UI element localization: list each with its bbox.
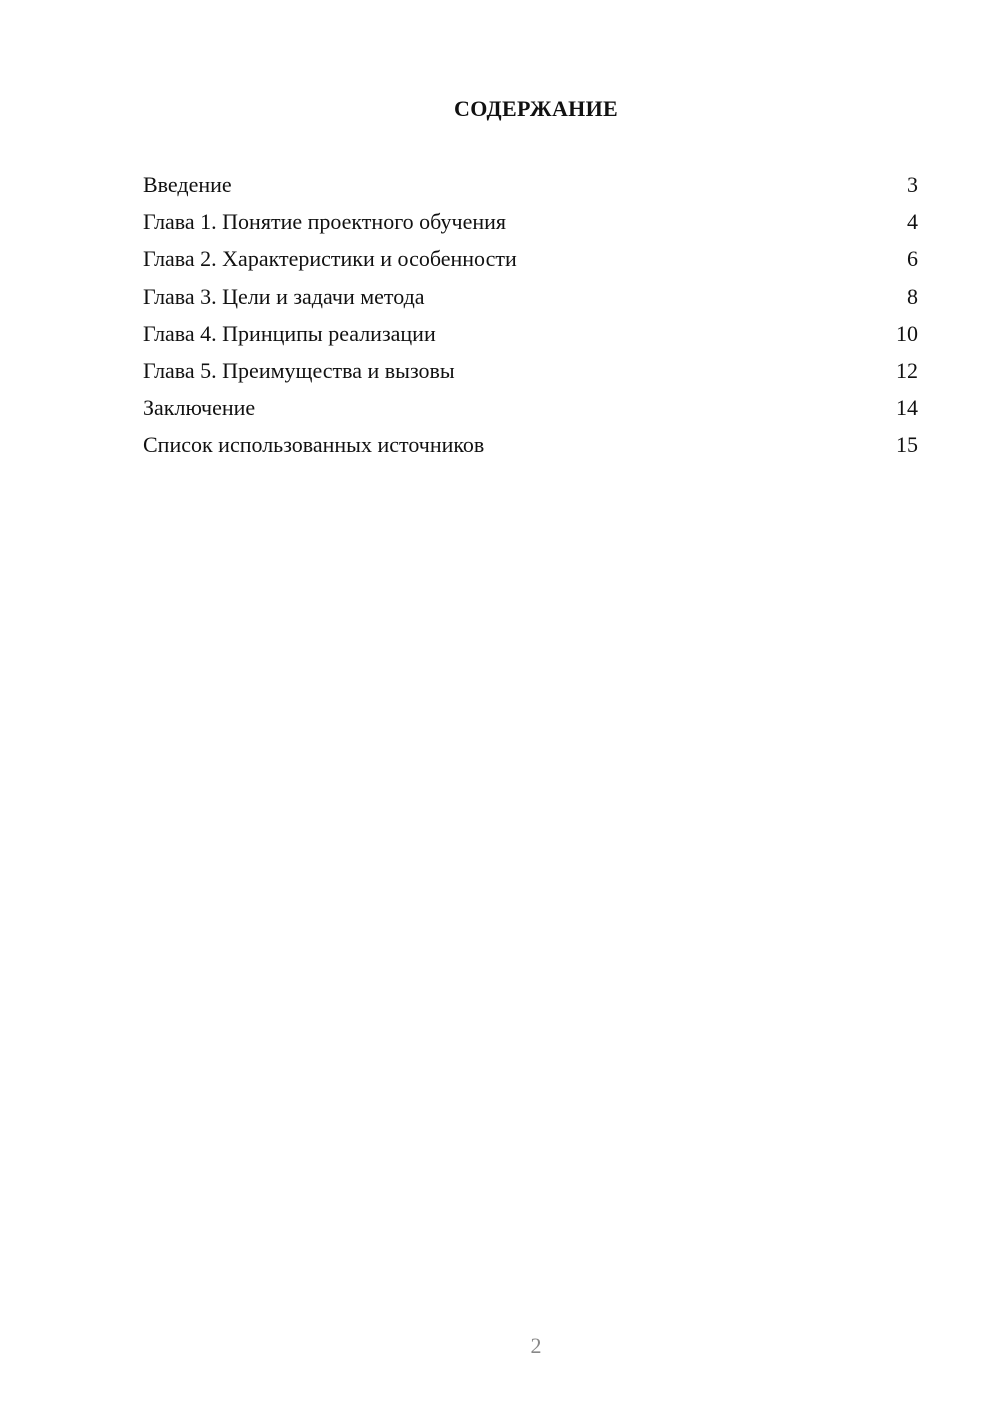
toc-entry-page: 4 xyxy=(907,209,918,235)
toc-entry-introduction xyxy=(143,168,918,205)
toc-entry-label: Введение xyxy=(143,172,232,197)
table-of-contents xyxy=(143,168,918,466)
toc-entry-chapter-3 xyxy=(143,280,918,317)
toc-entry-chapter-5 xyxy=(143,354,918,391)
toc-entry-page: 6 xyxy=(907,246,918,272)
toc-entry-label: Глава 3. Цели и задачи метода xyxy=(143,283,425,309)
toc-entry-label: Заключение xyxy=(143,395,256,421)
toc-entry-page: 3 xyxy=(907,172,918,197)
toc-entry-label: Глава 1. Понятие проектного обучения xyxy=(143,209,507,235)
toc-entry-page: 14 xyxy=(896,395,918,421)
toc-entry-page: 15 xyxy=(896,432,918,458)
toc-entry-conclusion xyxy=(143,391,918,428)
toc-entry-chapter-1 xyxy=(143,205,918,242)
toc-entry-chapter-2 xyxy=(143,242,918,279)
toc-entry-page: 12 xyxy=(896,357,918,383)
toc-entry-page: 10 xyxy=(896,320,918,346)
toc-entry-references xyxy=(143,428,918,465)
page-number: 2 xyxy=(530,1333,542,1358)
toc-entry-label: Глава 4. Принципы реализации xyxy=(143,320,436,346)
toc-entry-label: Список использованных источников xyxy=(143,432,485,458)
toc-entry-chapter-4 xyxy=(143,317,918,354)
toc-entry-label: Глава 5. Преимущества и вызовы xyxy=(143,357,455,383)
toc-title: СОДЕРЖАНИЕ xyxy=(454,96,618,121)
toc-entry-page: 8 xyxy=(907,283,918,309)
toc-entry-label: Глава 2. Характеристики и особенности xyxy=(143,246,517,272)
